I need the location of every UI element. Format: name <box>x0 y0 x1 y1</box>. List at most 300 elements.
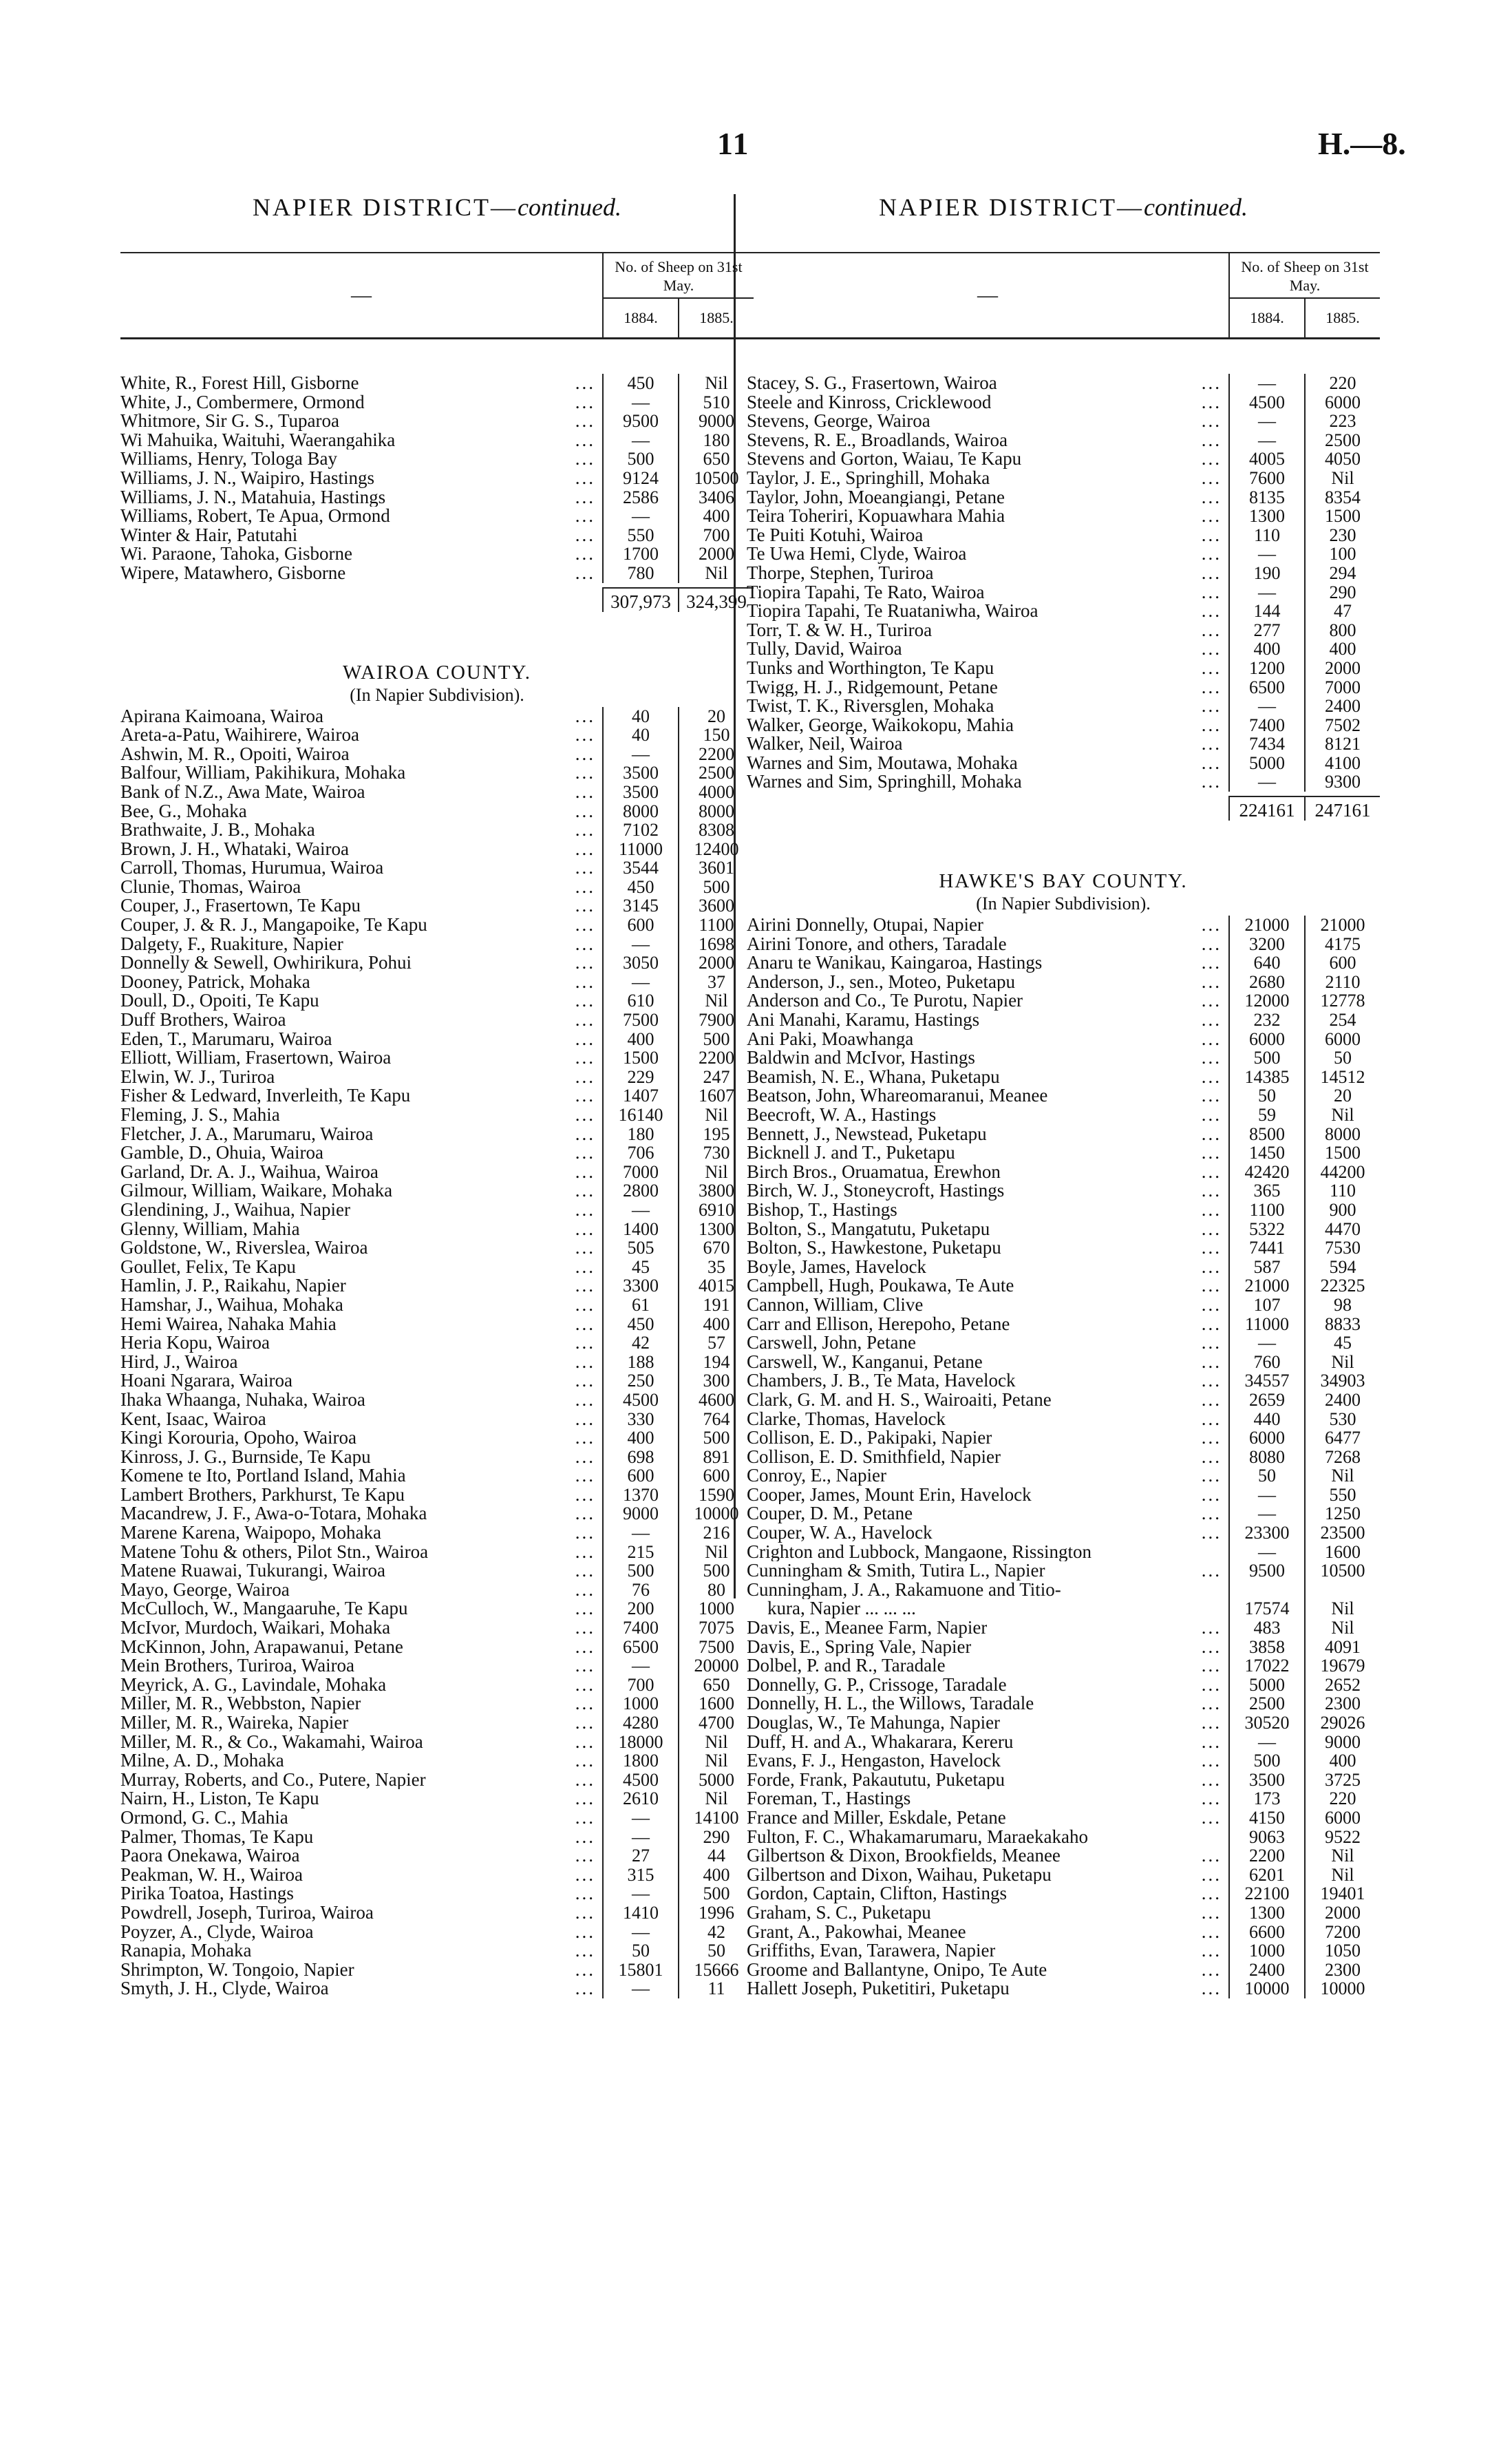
sheep-1885: Nil <box>705 1541 728 1562</box>
table-row <box>120 1258 754 1277</box>
sheep-1885: 1500 <box>1325 1143 1361 1163</box>
sheep-1885: 15666 <box>694 1959 739 1980</box>
table-row <box>747 1751 1380 1771</box>
leader-dots: ... <box>1201 1561 1222 1581</box>
sheep-1884: 8135 <box>1228 488 1306 507</box>
sheep-1885: 8354 <box>1325 487 1361 507</box>
owner-name: Komene te Ito, Portland Island, Mahia <box>120 1466 406 1486</box>
sheep-1884: — <box>602 1979 679 1998</box>
leader-dots: ... <box>1201 1979 1222 1998</box>
sheep-1884: 3544 <box>602 858 679 878</box>
sheep-1884: 2800 <box>602 1181 679 1201</box>
total-1885: 247161 <box>1306 796 1380 821</box>
owner-name: Matene Tohu & others, Pilot Stn., Wairoa <box>120 1542 429 1562</box>
sheep-1885: 700 <box>703 525 730 545</box>
owner-name: Eden, T., Marumaru, Wairoa <box>120 1029 332 1049</box>
owner-name: Carswell, John, Petane <box>747 1333 916 1353</box>
sheep-1884: 9500 <box>1228 1561 1306 1581</box>
table-row <box>120 1903 754 1923</box>
owner-name: White, J., Combermere, Ormond <box>120 392 365 412</box>
table-row <box>120 469 754 488</box>
sheep-1885: 400 <box>1329 639 1356 659</box>
leader-dots: ... <box>575 1599 595 1619</box>
leader-dots: ... <box>575 1694 595 1713</box>
owner-name: Hamlin, J. P., Raikahu, Napier <box>120 1276 346 1296</box>
table-row <box>747 678 1380 697</box>
sheep-1884: 8080 <box>1228 1448 1306 1467</box>
owner-name: Davis, E., Meanee Farm, Napier <box>747 1618 988 1638</box>
owner-name: Hird, J., Wairoa <box>120 1352 238 1372</box>
sheep-1884: 4005 <box>1228 450 1306 469</box>
sheep-1885: 2110 <box>1325 971 1361 992</box>
sheep-1884: — <box>1228 697 1306 716</box>
leader-dots: ... <box>575 1295 595 1315</box>
sheep-1885: 223 <box>1329 411 1356 432</box>
leader-dots: ... <box>1201 1466 1222 1486</box>
sheep-1884: 7000 <box>602 1163 679 1182</box>
section-title: WAIROA COUNTY. <box>343 661 531 684</box>
table-row <box>747 1618 1380 1638</box>
sheep-1884: 17574 <box>1228 1599 1306 1618</box>
sheep-1884: — <box>602 1201 679 1220</box>
sheep-1885: 3600 <box>699 896 734 916</box>
sheep-1884: 3145 <box>602 896 679 916</box>
table-row <box>747 583 1380 602</box>
leader-dots: ... <box>1201 468 1222 488</box>
sheep-1885: 50 <box>1334 1048 1352 1068</box>
sheep-1884: 21000 <box>1228 916 1306 935</box>
table-row <box>747 754 1380 773</box>
owner-name: Graham, S. C., Puketapu <box>747 1903 931 1923</box>
owner-name: Whitmore, Sir G. S., Tuparoa <box>120 412 340 431</box>
table-row <box>120 1543 754 1562</box>
sheep-1885: 8000 <box>1325 1123 1361 1144</box>
sheep-1885: Nil <box>1331 467 1354 488</box>
sheep-1885: 2652 <box>1325 1674 1361 1695</box>
sheep-1884: 1300 <box>1228 1903 1306 1923</box>
right-column <box>747 193 1380 1998</box>
table-row <box>747 564 1380 583</box>
sheep-1884: 2500 <box>1228 1694 1306 1713</box>
sheep-1885: Nil <box>705 373 728 393</box>
total-row <box>747 796 1380 821</box>
table-row <box>747 1086 1380 1106</box>
leader-dots: ... <box>575 1884 595 1903</box>
owner-name: Dalgety, F., Ruakiture, Napier <box>120 934 343 954</box>
table-row <box>747 1353 1380 1372</box>
sheep-1885: 4100 <box>1325 752 1361 773</box>
table-row <box>120 1466 754 1486</box>
owner-name: Bank of N.Z., Awa Mate, Wairoa <box>120 782 365 802</box>
leader-dots: ... <box>1201 735 1222 754</box>
sheep-1885: 21000 <box>1320 915 1365 936</box>
section-subtitle: (In Napier Subdivision). <box>976 894 1151 914</box>
header-group: No. of Sheep on 31st May. <box>604 253 754 299</box>
sheep-1885: 35 <box>707 1256 725 1277</box>
sheep-1885: 730 <box>703 1143 730 1163</box>
leader-dots: ... <box>575 726 595 745</box>
owner-name: Gordon, Captain, Clifton, Hastings <box>747 1884 1007 1903</box>
sheep-1884: — <box>1228 1733 1306 1752</box>
owner-name: Williams, Robert, Te Apua, Ormond <box>120 507 390 526</box>
sheep-1884: 780 <box>602 564 679 583</box>
table-row <box>120 1315 754 1334</box>
owner-name: McCulloch, W., Mangaaruhe, Te Kapu <box>120 1599 408 1619</box>
owner-name: Cannon, William, Clive <box>747 1295 924 1315</box>
table-row <box>120 564 754 583</box>
table-row <box>747 1903 1380 1923</box>
leader-dots: ... <box>575 1656 595 1676</box>
leader-dots: ... <box>1201 1162 1222 1182</box>
sheep-1885: 1250 <box>1325 1503 1361 1524</box>
leader-dots: ... <box>575 1504 595 1524</box>
sheep-1885: 1500 <box>1325 506 1361 527</box>
owner-name: Clarke, Thomas, Havelock <box>747 1409 946 1429</box>
owner-name: Gamble, D., Ohuia, Wairoa <box>120 1143 323 1163</box>
table-row <box>120 1846 754 1866</box>
sheep-1884: 188 <box>602 1353 679 1372</box>
sheep-1884: — <box>602 745 679 764</box>
sheep-1884: 2610 <box>602 1789 679 1808</box>
leader-dots: ... <box>1201 1011 1222 1030</box>
owner-name: Fulton, F. C., Whakamarumaru, Maraekakaho <box>747 1827 1088 1847</box>
sheep-1884: 483 <box>1228 1618 1306 1638</box>
table-row <box>747 1504 1380 1523</box>
owner-name: Goldstone, W., Riverslea, Wairoa <box>120 1238 368 1258</box>
owner-name: Heria Kopu, Wairoa <box>120 1333 270 1353</box>
sheep-1884: 3200 <box>1228 935 1306 954</box>
sheep-1885: 500 <box>703 1561 730 1581</box>
leader-dots: ... <box>575 1409 595 1429</box>
leader-dots: ... <box>1201 1903 1222 1923</box>
table-row <box>120 1713 754 1733</box>
sheep-1884: 706 <box>602 1143 679 1163</box>
owner-name: Foreman, T., Hastings <box>747 1789 911 1808</box>
sheep-1885: 2200 <box>699 1048 734 1068</box>
sheep-1884: 1300 <box>1228 507 1306 526</box>
owner-name: Peakman, W. H., Wairoa <box>120 1865 304 1885</box>
table-row <box>120 821 754 840</box>
sheep-1885: 2000 <box>699 953 734 973</box>
leader-dots: ... <box>575 1751 595 1771</box>
table-row <box>120 1448 754 1467</box>
table-row <box>120 1581 754 1600</box>
sheep-1885: 1300 <box>699 1218 734 1239</box>
leader-dots: ... <box>575 412 595 431</box>
sheep-1884: 11000 <box>1228 1315 1306 1334</box>
table-row <box>747 1961 1380 1980</box>
sheep-1885: Nil <box>705 562 728 583</box>
leader-dots: ... <box>575 858 595 878</box>
sheep-1884: 330 <box>602 1410 679 1429</box>
leader-dots: ... <box>1201 1485 1222 1505</box>
leader-dots: ... <box>1201 1048 1222 1068</box>
owner-name: Wi. Paraone, Tahoka, Gisborne <box>120 545 352 564</box>
table-row <box>747 1713 1380 1733</box>
sheep-1884: 400 <box>1228 640 1306 659</box>
table-rows <box>120 707 754 1998</box>
leader-dots: ... <box>1201 677 1222 697</box>
owner-name: Elliott, William, Frasertown, Wairoa <box>120 1048 392 1068</box>
sheep-1885: 180 <box>703 430 730 450</box>
sheep-1884: 7400 <box>602 1618 679 1638</box>
table-row <box>120 1333 754 1353</box>
owner-name: Pirika Toatoa, Hastings <box>120 1884 294 1903</box>
sheep-1885: Nil <box>705 1751 728 1771</box>
sheep-1885: 50 <box>707 1941 725 1961</box>
leader-dots: ... <box>575 563 595 583</box>
sheep-1884: 1407 <box>602 1086 679 1106</box>
leader-dots: ... <box>575 1542 595 1562</box>
sheep-1884: 4500 <box>602 1771 679 1790</box>
sheep-1885: 2300 <box>1325 1959 1361 1980</box>
owner-name: Miller, M. R., & Co., Wakamahi, Wairoa <box>120 1732 423 1752</box>
owner-name: Elwin, W. J., Turiroa <box>120 1067 275 1087</box>
owner-name: Griffiths, Evan, Tarawera, Napier <box>747 1941 996 1961</box>
leader-dots: ... <box>1201 1846 1222 1866</box>
table-row <box>747 488 1380 507</box>
leader-dots: ... <box>1201 916 1222 935</box>
table-row <box>747 1638 1380 1657</box>
owner-name: Apirana Kaimoana, Wairoa <box>120 706 323 726</box>
owner-name: Twigg, H. J., Ridgemount, Petane <box>747 677 998 697</box>
leader-dots: ... <box>575 1846 595 1866</box>
header-year-2: 1885. <box>1325 309 1360 326</box>
leader-dots: ... <box>1201 507 1222 526</box>
leader-dots: ... <box>575 1276 595 1296</box>
owner-name: Chambers, J. B., Te Mata, Havelock <box>747 1371 1016 1391</box>
table-row <box>120 1656 754 1676</box>
owner-name: France and Miller, Eskdale, Petane <box>747 1808 1006 1828</box>
owner-name: Clark, G. M. and H. S., Wairoaiti, Petane <box>747 1390 1052 1410</box>
table-row <box>747 545 1380 564</box>
table-row <box>747 526 1380 545</box>
owner-name: Beamish, N. E., Whana, Puketapu <box>747 1067 1000 1087</box>
sheep-1884: 2400 <box>1228 1961 1306 1980</box>
table-row <box>747 640 1380 659</box>
sheep-1885: 7500 <box>699 1636 734 1657</box>
owner-name: Smyth, J. H., Clyde, Wairoa <box>120 1979 329 1998</box>
table-row <box>747 1428 1380 1448</box>
sheep-1885: 290 <box>1329 582 1356 602</box>
sheep-1885: 254 <box>1329 1010 1356 1031</box>
column-title: NAPIER DISTRICT—continued. <box>879 193 1248 221</box>
owner-name: McKinnon, John, Arapawanui, Petane <box>120 1637 403 1657</box>
table-row <box>120 507 754 526</box>
sheep-1885: 650 <box>703 1674 730 1695</box>
owner-name: Miller, M. R., Waireka, Napier <box>120 1713 349 1733</box>
sheep-1885: 194 <box>703 1351 730 1372</box>
owner-name: Wi Mahuika, Waituhi, Waerangahika <box>120 430 396 450</box>
sheep-1884: 5000 <box>1228 754 1306 773</box>
sheep-1884: 440 <box>1228 1410 1306 1429</box>
leader-dots: ... <box>575 1219 595 1239</box>
sheep-1885: 19679 <box>1320 1656 1365 1676</box>
sheep-1885: 47 <box>1334 601 1352 622</box>
sheep-1885: 2000 <box>699 544 734 564</box>
table-row <box>120 1125 754 1144</box>
table-row <box>120 991 754 1011</box>
sheep-1884 <box>1228 1581 1306 1600</box>
leader-dots: ... <box>1201 374 1222 393</box>
table-row <box>120 545 754 564</box>
sheep-1885: 9300 <box>1325 772 1361 792</box>
sheep-1885: 57 <box>707 1333 725 1353</box>
leader-dots: ... <box>1201 1238 1222 1258</box>
leader-dots: ... <box>575 934 595 954</box>
table-row <box>747 621 1380 640</box>
leader-dots: ... <box>575 801 595 821</box>
leader-dots: ... <box>575 1257 595 1277</box>
owner-name: Stacey, S. G., Frasertown, Wairoa <box>747 374 997 393</box>
leader-dots: ... <box>1201 392 1222 412</box>
leader-dots: ... <box>1201 1428 1222 1448</box>
table-row <box>747 1523 1380 1543</box>
table-row <box>120 1201 754 1220</box>
table-row <box>747 735 1380 754</box>
sheep-1885: 20 <box>707 706 725 726</box>
leader-dots: ... <box>575 991 595 1011</box>
owner-name: Ihaka Whaanga, Nuhaka, Wairoa <box>120 1390 365 1410</box>
table-row <box>120 1181 754 1201</box>
leader-dots: ... <box>575 487 595 507</box>
table-row <box>120 450 754 469</box>
owner-name: Warnes and Sim, Springhill, Mohaka <box>747 772 1022 792</box>
sheep-1884: — <box>602 507 679 526</box>
header-blank: — <box>747 253 1230 337</box>
owner-name: Paora Onekawa, Wairoa <box>120 1846 300 1866</box>
header-year-1: 1884. <box>604 299 679 337</box>
sheep-1884: 2200 <box>1228 1846 1306 1866</box>
sheep-1885: 4015 <box>699 1276 734 1296</box>
total-row <box>120 587 754 612</box>
sheep-1884: 50 <box>602 1941 679 1961</box>
sheep-1884: 4150 <box>1228 1808 1306 1828</box>
leader-dots: ... <box>575 1713 595 1733</box>
sheep-1884: 50 <box>1228 1086 1306 1106</box>
sheep-1884: 550 <box>602 526 679 545</box>
sheep-1884: 277 <box>1228 621 1306 640</box>
leader-dots: ... <box>1201 1314 1222 1334</box>
sheep-1885: 4700 <box>699 1713 734 1733</box>
owner-name: Twist, T. K., Riversglen, Mohaka <box>747 697 994 716</box>
leader-dots: ... <box>1201 1295 1222 1315</box>
table-row <box>747 1011 1380 1030</box>
table-row <box>120 1238 754 1258</box>
sheep-1885: 247 <box>703 1066 730 1087</box>
table-row <box>120 858 754 878</box>
table-row <box>747 507 1380 526</box>
sheep-1884: 9000 <box>602 1504 679 1523</box>
sheep-1884: 500 <box>602 1561 679 1581</box>
sheep-1884: 7400 <box>1228 716 1306 735</box>
table-row <box>120 726 754 745</box>
page-number: 11 <box>717 126 750 161</box>
sheep-1885: 14100 <box>694 1807 739 1828</box>
table-row <box>120 1163 754 1182</box>
leader-dots: ... <box>1201 525 1222 545</box>
table-row <box>120 1618 754 1638</box>
owner-name: Brathwaite, J. B., Mohaka <box>120 821 315 840</box>
sheep-1885: 216 <box>703 1523 730 1543</box>
sheep-1884: 2680 <box>1228 973 1306 992</box>
table-row <box>747 1599 1380 1618</box>
owner-name: Shrimpton, W. Tongoio, Napier <box>120 1960 354 1980</box>
sheep-1884: — <box>1228 431 1306 450</box>
table-row <box>747 1201 1380 1220</box>
owner-name: Donnelly & Sewell, Owhirikura, Pohui <box>120 953 412 973</box>
owner-name: Birch Bros., Oruamatua, Erewhon <box>747 1162 1001 1182</box>
sheep-1884: 76 <box>602 1581 679 1600</box>
table-row <box>120 953 754 973</box>
sheep-1885: 6477 <box>1325 1428 1361 1448</box>
table-row <box>747 602 1380 621</box>
leader-dots: ... <box>575 1162 595 1182</box>
sheep-1884: 22100 <box>1228 1884 1306 1903</box>
table-row <box>747 450 1380 469</box>
sheep-1884: — <box>602 1656 679 1676</box>
leader-dots: ... <box>1201 753 1222 773</box>
table-row <box>120 840 754 859</box>
owner-name: Walker, Neil, Wairoa <box>747 735 903 754</box>
sheep-1885: 4091 <box>1325 1636 1361 1657</box>
leader-dots: ... <box>575 1770 595 1790</box>
sheep-1885: 7075 <box>699 1618 734 1638</box>
sheep-1884: 7434 <box>1228 735 1306 754</box>
sheep-1884: 3858 <box>1228 1638 1306 1657</box>
sheep-1885: 2500 <box>699 763 734 783</box>
leader-dots: ... <box>575 1466 595 1486</box>
sheep-1884: 173 <box>1228 1789 1306 1808</box>
sheep-1884: 3500 <box>1228 1771 1306 1790</box>
table-row <box>747 1846 1380 1866</box>
table-row <box>747 991 1380 1011</box>
leader-dots: ... <box>1201 1865 1222 1885</box>
owner-name: Glendining, J., Waihua, Napier <box>120 1200 351 1220</box>
owner-name: Airini Tonore, and others, Taradale <box>747 934 1007 954</box>
sheep-1884: 7102 <box>602 821 679 840</box>
sheep-1885: 5000 <box>699 1769 734 1790</box>
leader-dots: ... <box>575 782 595 802</box>
leader-dots: ... <box>575 1106 595 1125</box>
sheep-1885: 594 <box>1329 1256 1356 1277</box>
leader-dots: ... <box>575 1086 595 1106</box>
sheep-1884: 505 <box>602 1238 679 1258</box>
table-row <box>120 1391 754 1410</box>
sheep-1884: — <box>1228 1486 1306 1505</box>
sheep-1885: 4470 <box>1325 1218 1361 1239</box>
sheep-1885: 2300 <box>1325 1693 1361 1714</box>
sheep-1885: 2000 <box>1325 657 1361 678</box>
sheep-1884: 1000 <box>1228 1941 1306 1961</box>
table-row <box>747 1941 1380 1961</box>
sheep-1884: 215 <box>602 1543 679 1562</box>
leader-dots: ... <box>1201 545 1222 564</box>
sheep-1884: 6600 <box>1228 1923 1306 1942</box>
sheep-1885: 550 <box>1329 1484 1356 1505</box>
leader-dots: ... <box>1201 1086 1222 1106</box>
sheep-1884: 1400 <box>602 1220 679 1239</box>
sheep-1885: 20000 <box>694 1656 739 1676</box>
leader-dots: ... <box>1201 772 1222 792</box>
owner-name: Hallett Joseph, Puketitiri, Puketapu <box>747 1979 1010 1998</box>
sheep-1885: 500 <box>703 876 730 897</box>
owner-name: Fisher & Ledward, Inverleith, Te Kapu <box>120 1086 411 1106</box>
sheep-1884: 7500 <box>602 1011 679 1030</box>
leader-dots: ... <box>1201 1067 1222 1087</box>
owner-name: Douglas, W., Te Mahunga, Napier <box>747 1713 1001 1733</box>
sheep-1885: 8121 <box>1325 734 1361 754</box>
